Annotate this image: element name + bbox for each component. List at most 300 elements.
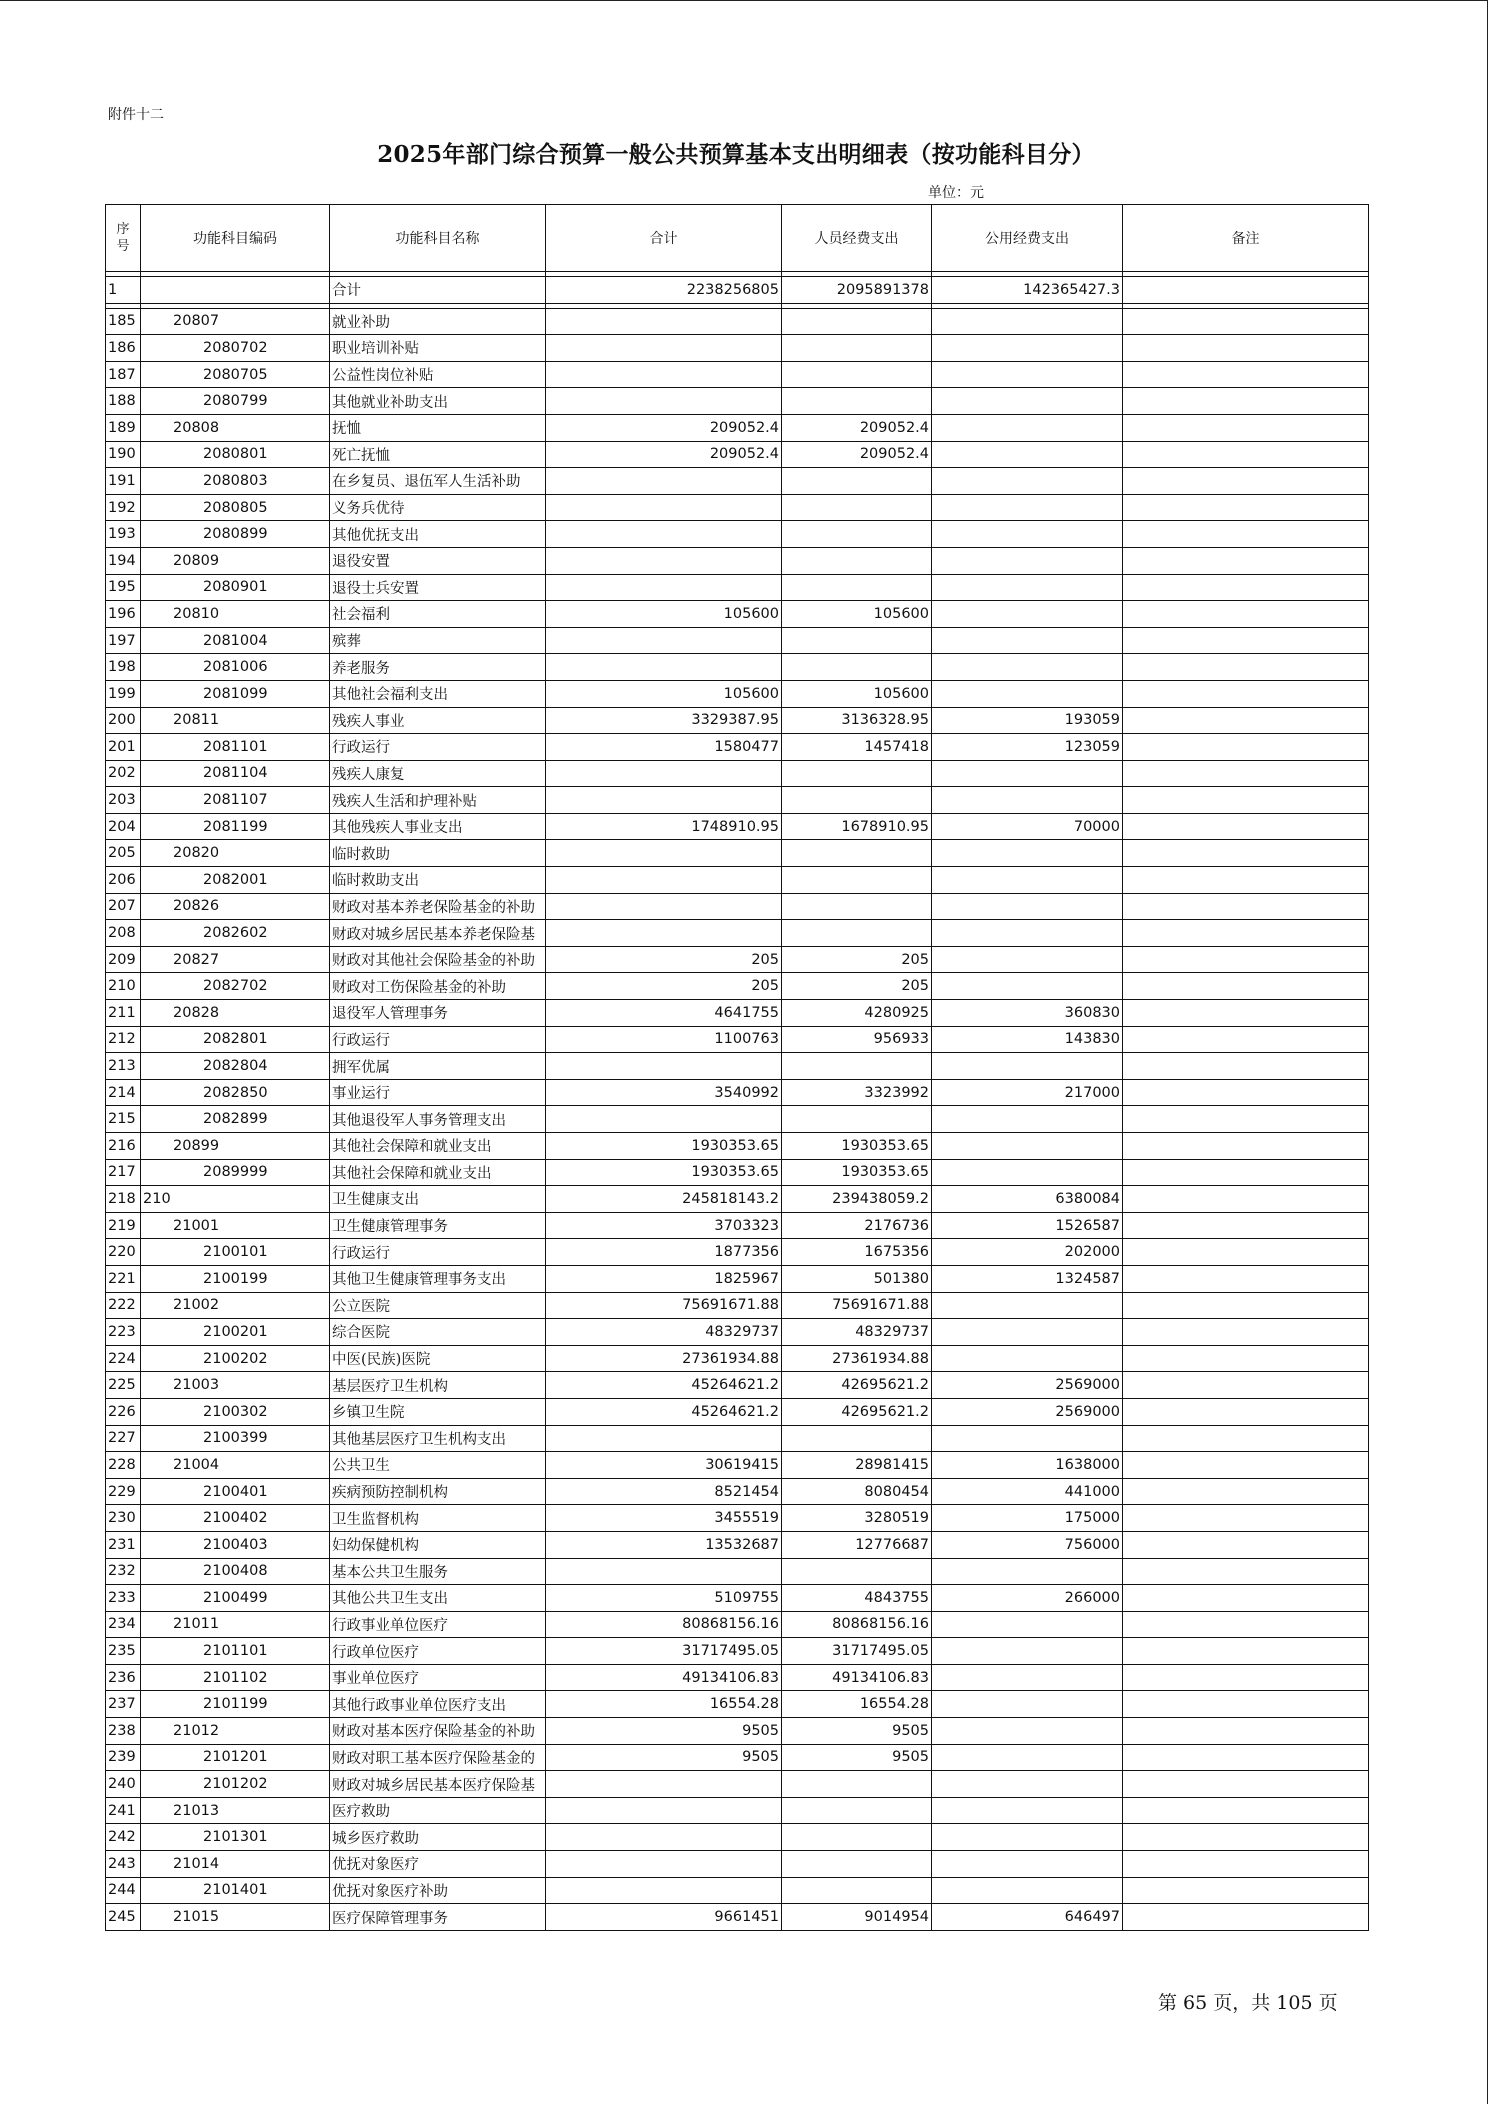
cell-code: 2100401	[141, 1478, 330, 1505]
cell-public	[932, 920, 1123, 947]
cell-code: 2082001	[141, 867, 330, 894]
table-row	[106, 1053, 1369, 1080]
cell-name: 行政事业单位医疗	[330, 1611, 546, 1638]
table-row	[106, 1904, 1369, 1931]
cell-remark	[1123, 1531, 1369, 1558]
cell-remark	[1123, 707, 1369, 734]
cell-total: 3703323	[546, 1212, 782, 1239]
cell-public	[932, 388, 1123, 415]
cell-personnel: 205	[782, 973, 932, 1000]
cell-seq: 217	[106, 1159, 141, 1186]
cell-remark	[1123, 1106, 1369, 1133]
cell-personnel: 75691671.88	[782, 1292, 932, 1319]
cell-remark	[1123, 441, 1369, 468]
cell-personnel: 4280925	[782, 1000, 932, 1027]
cell-name: 基本公共卫生服务	[330, 1558, 546, 1585]
cell-seq: 235	[106, 1638, 141, 1665]
cell-name: 其他就业补助支出	[330, 388, 546, 415]
total-row	[106, 277, 1369, 304]
table-row	[106, 973, 1369, 1000]
header-code: 功能科目编码	[141, 205, 330, 272]
table-row	[106, 760, 1369, 787]
cell-remark	[1123, 1239, 1369, 1266]
cell-public: 1324587	[932, 1265, 1123, 1292]
cell-personnel: 3136328.95	[782, 707, 932, 734]
table-row	[106, 1478, 1369, 1505]
cell-total: 31717495.05	[546, 1638, 782, 1665]
cell-remark	[1123, 1585, 1369, 1612]
cell-personnel	[782, 1824, 932, 1851]
cell-seq: 204	[106, 813, 141, 840]
cell-seq: 221	[106, 1265, 141, 1292]
cell-code: 2100408	[141, 1558, 330, 1585]
cell-public: 193059	[932, 707, 1123, 734]
table-row	[106, 1319, 1369, 1346]
cell-public	[932, 1877, 1123, 1904]
cell-total	[546, 521, 782, 548]
cell-remark	[1123, 1824, 1369, 1851]
page-footer: 第 65 页，共 105 页	[1158, 1992, 1338, 2014]
cell-seq: 213	[106, 1053, 141, 1080]
cell-total	[546, 574, 782, 601]
cell-total: 9505	[546, 1718, 782, 1745]
cell-code: 20826	[141, 893, 330, 920]
cell-name: 其他优抚支出	[330, 521, 546, 548]
cell-seq: 211	[106, 1000, 141, 1027]
table-row	[106, 1425, 1369, 1452]
cell-personnel	[782, 840, 932, 867]
cell-personnel: 2095891378	[782, 277, 932, 304]
cell-total	[546, 1053, 782, 1080]
cell-remark	[1123, 1398, 1369, 1425]
cell-total: 3540992	[546, 1079, 782, 1106]
table-row	[106, 1026, 1369, 1053]
cell-name: 医疗保障管理事务	[330, 1904, 546, 1931]
budget-table	[105, 204, 1369, 1931]
cell-personnel	[782, 654, 932, 681]
table-row	[106, 867, 1369, 894]
cell-seq: 237	[106, 1691, 141, 1718]
cell-code: 21015	[141, 1904, 330, 1931]
cell-total: 105600	[546, 601, 782, 628]
cell-total	[546, 760, 782, 787]
cell-personnel: 3323992	[782, 1079, 932, 1106]
cell-total	[546, 1824, 782, 1851]
cell-total: 4641755	[546, 1000, 782, 1027]
cell-seq: 199	[106, 680, 141, 707]
cell-seq: 198	[106, 654, 141, 681]
cell-personnel: 501380	[782, 1265, 932, 1292]
cell-remark	[1123, 388, 1369, 415]
cell-remark	[1123, 946, 1369, 973]
cell-personnel	[782, 521, 932, 548]
cell-public: 646497	[932, 1904, 1123, 1931]
cell-name: 行政运行	[330, 1026, 546, 1053]
cell-personnel: 42695621.2	[782, 1398, 932, 1425]
cell-personnel: 239438059.2	[782, 1186, 932, 1213]
cell-code: 2080799	[141, 388, 330, 415]
cell-remark	[1123, 1265, 1369, 1292]
cell-name: 财政对其他社会保险基金的补助	[330, 946, 546, 973]
cell-public	[932, 1691, 1123, 1718]
cell-seq: 207	[106, 893, 141, 920]
cell-total	[546, 1771, 782, 1798]
cell-total: 205	[546, 973, 782, 1000]
cell-seq: 216	[106, 1133, 141, 1160]
cell-seq: 190	[106, 441, 141, 468]
cell-personnel	[782, 893, 932, 920]
cell-total: 80868156.16	[546, 1611, 782, 1638]
cell-seq: 208	[106, 920, 141, 947]
cell-remark	[1123, 1797, 1369, 1824]
cell-code: 2080705	[141, 361, 330, 388]
cell-public: 70000	[932, 813, 1123, 840]
cell-name: 行政运行	[330, 1239, 546, 1266]
cell-total: 45264621.2	[546, 1398, 782, 1425]
table-row	[106, 654, 1369, 681]
table-row	[106, 1345, 1369, 1372]
cell-seq: 197	[106, 627, 141, 654]
cell-name: 疾病预防控制机构	[330, 1478, 546, 1505]
cell-remark	[1123, 1319, 1369, 1346]
table-row	[106, 1239, 1369, 1266]
cell-public: 756000	[932, 1531, 1123, 1558]
table-row	[106, 1079, 1369, 1106]
cell-remark	[1123, 760, 1369, 787]
cell-seq: 189	[106, 414, 141, 441]
cell-personnel	[782, 1053, 932, 1080]
cell-remark	[1123, 1212, 1369, 1239]
cell-seq: 243	[106, 1851, 141, 1878]
cell-remark	[1123, 574, 1369, 601]
cell-personnel	[782, 787, 932, 814]
cell-remark	[1123, 1345, 1369, 1372]
cell-personnel: 209052.4	[782, 414, 932, 441]
cell-total: 209052.4	[546, 441, 782, 468]
cell-remark	[1123, 1771, 1369, 1798]
cell-name: 在乡复员、退伍军人生活补助	[330, 468, 546, 495]
attachment-label: 附件十二	[108, 107, 164, 123]
cell-code: 20808	[141, 414, 330, 441]
cell-name: 财政对城乡居民基本医疗保险基	[330, 1771, 546, 1798]
cell-code: 2082801	[141, 1026, 330, 1053]
cell-code: 21004	[141, 1452, 330, 1479]
cell-code: 2082804	[141, 1053, 330, 1080]
cell-total	[546, 335, 782, 362]
cell-seq: 187	[106, 361, 141, 388]
cell-total	[546, 867, 782, 894]
cell-name: 中医(民族)医院	[330, 1345, 546, 1372]
cell-personnel: 42695621.2	[782, 1372, 932, 1399]
table-row	[106, 441, 1369, 468]
cell-total: 1748910.95	[546, 813, 782, 840]
cell-code: 21003	[141, 1372, 330, 1399]
cell-public	[932, 1664, 1123, 1691]
cell-remark	[1123, 813, 1369, 840]
cell-code: 21013	[141, 1797, 330, 1824]
cell-name: 职业培训补贴	[330, 335, 546, 362]
cell-remark	[1123, 1372, 1369, 1399]
cell-name: 优抚对象医疗补助	[330, 1877, 546, 1904]
cell-name: 财政对职工基本医疗保险基金的	[330, 1744, 546, 1771]
cell-seq: 200	[106, 707, 141, 734]
cell-total: 8521454	[546, 1478, 782, 1505]
cell-name: 其他行政事业单位医疗支出	[330, 1691, 546, 1718]
table-row	[106, 414, 1369, 441]
cell-code: 20810	[141, 601, 330, 628]
cell-personnel	[782, 867, 932, 894]
cell-total: 27361934.88	[546, 1345, 782, 1372]
cell-public: 142365427.3	[932, 277, 1123, 304]
cell-public	[932, 1558, 1123, 1585]
cell-public	[932, 1292, 1123, 1319]
cell-personnel: 31717495.05	[782, 1638, 932, 1665]
cell-total	[546, 920, 782, 947]
cell-personnel	[782, 335, 932, 362]
cell-name: 公立医院	[330, 1292, 546, 1319]
cell-total	[546, 547, 782, 574]
cell-remark	[1123, 1904, 1369, 1931]
cell-personnel	[782, 388, 932, 415]
cell-seq: 219	[106, 1212, 141, 1239]
cell-code	[141, 277, 330, 304]
cell-code: 2081199	[141, 813, 330, 840]
table-row	[106, 1611, 1369, 1638]
cell-code: 20811	[141, 707, 330, 734]
cell-total: 1825967	[546, 1265, 782, 1292]
cell-remark	[1123, 734, 1369, 761]
cell-seq: 215	[106, 1106, 141, 1133]
table-row	[106, 1691, 1369, 1718]
cell-code: 2082702	[141, 973, 330, 1000]
cell-personnel	[782, 494, 932, 521]
cell-personnel: 2176736	[782, 1212, 932, 1239]
cell-personnel	[782, 1425, 932, 1452]
cell-public	[932, 680, 1123, 707]
cell-code: 21001	[141, 1212, 330, 1239]
cell-remark	[1123, 1026, 1369, 1053]
cell-public	[932, 1106, 1123, 1133]
cell-name: 退役安置	[330, 547, 546, 574]
cell-seq: 202	[106, 760, 141, 787]
cell-name: 临时救助支出	[330, 867, 546, 894]
cell-remark	[1123, 521, 1369, 548]
cell-public: 175000	[932, 1505, 1123, 1532]
cell-total: 245818143.2	[546, 1186, 782, 1213]
cell-code: 2080702	[141, 335, 330, 362]
cell-remark	[1123, 973, 1369, 1000]
cell-public: 441000	[932, 1478, 1123, 1505]
cell-total	[546, 308, 782, 335]
cell-total: 45264621.2	[546, 1372, 782, 1399]
cell-public	[932, 521, 1123, 548]
cell-personnel: 27361934.88	[782, 1345, 932, 1372]
cell-personnel: 48329737	[782, 1319, 932, 1346]
table-row	[106, 1265, 1369, 1292]
cell-personnel: 8080454	[782, 1478, 932, 1505]
cell-code: 2089999	[141, 1159, 330, 1186]
table-row	[106, 1531, 1369, 1558]
cell-seq: 227	[106, 1425, 141, 1452]
cell-public	[932, 627, 1123, 654]
cell-personnel: 956933	[782, 1026, 932, 1053]
cell-seq: 223	[106, 1319, 141, 1346]
cell-seq: 238	[106, 1718, 141, 1745]
cell-seq: 196	[106, 601, 141, 628]
cell-remark	[1123, 1478, 1369, 1505]
table-row	[106, 521, 1369, 548]
cell-name: 义务兵优待	[330, 494, 546, 521]
cell-seq: 203	[106, 787, 141, 814]
cell-personnel	[782, 1851, 932, 1878]
cell-code: 2080801	[141, 441, 330, 468]
cell-code: 2081101	[141, 734, 330, 761]
table-row	[106, 1877, 1369, 1904]
cell-code: 2082899	[141, 1106, 330, 1133]
cell-code: 2080901	[141, 574, 330, 601]
cell-name: 合计	[330, 277, 546, 304]
cell-total: 49134106.83	[546, 1664, 782, 1691]
cell-total: 48329737	[546, 1319, 782, 1346]
cell-code: 2100202	[141, 1345, 330, 1372]
cell-public	[932, 787, 1123, 814]
table-row	[106, 1718, 1369, 1745]
cell-seq: 222	[106, 1292, 141, 1319]
cell-code: 21012	[141, 1718, 330, 1745]
cell-remark	[1123, 1691, 1369, 1718]
cell-personnel: 1457418	[782, 734, 932, 761]
cell-public: 1638000	[932, 1452, 1123, 1479]
cell-code: 2100499	[141, 1585, 330, 1612]
cell-public	[932, 1851, 1123, 1878]
cell-seq: 1	[106, 277, 141, 304]
cell-total: 30619415	[546, 1452, 782, 1479]
cell-remark	[1123, 654, 1369, 681]
cell-name: 公共卫生	[330, 1452, 546, 1479]
cell-total: 205	[546, 946, 782, 973]
cell-public: 217000	[932, 1079, 1123, 1106]
cell-remark	[1123, 361, 1369, 388]
cell-total: 105600	[546, 680, 782, 707]
table-row	[106, 1159, 1369, 1186]
cell-personnel	[782, 1106, 932, 1133]
cell-name: 社会福利	[330, 601, 546, 628]
cell-remark	[1123, 601, 1369, 628]
cell-public	[932, 308, 1123, 335]
table-row	[106, 1505, 1369, 1532]
cell-code: 2080899	[141, 521, 330, 548]
cell-personnel: 205	[782, 946, 932, 973]
cell-public	[932, 361, 1123, 388]
cell-name: 乡镇卫生院	[330, 1398, 546, 1425]
cell-personnel	[782, 1771, 932, 1798]
cell-total	[546, 787, 782, 814]
cell-code: 2081004	[141, 627, 330, 654]
cell-public	[932, 414, 1123, 441]
cell-remark	[1123, 1133, 1369, 1160]
cell-total	[546, 1425, 782, 1452]
cell-name: 就业补助	[330, 308, 546, 335]
cell-remark	[1123, 1425, 1369, 1452]
cell-personnel: 9505	[782, 1718, 932, 1745]
cell-seq: 245	[106, 1904, 141, 1931]
cell-personnel: 28981415	[782, 1452, 932, 1479]
table-row	[106, 1292, 1369, 1319]
cell-seq: 226	[106, 1398, 141, 1425]
cell-public: 266000	[932, 1585, 1123, 1612]
cell-public: 1526587	[932, 1212, 1123, 1239]
cell-total	[546, 1797, 782, 1824]
cell-name: 优抚对象医疗	[330, 1851, 546, 1878]
cell-remark	[1123, 1611, 1369, 1638]
cell-name: 抚恤	[330, 414, 546, 441]
cell-total	[546, 361, 782, 388]
cell-code: 20827	[141, 946, 330, 973]
cell-seq: 186	[106, 335, 141, 362]
cell-name: 卫生监督机构	[330, 1505, 546, 1532]
cell-seq: 212	[106, 1026, 141, 1053]
cell-total	[546, 1558, 782, 1585]
cell-public	[932, 1159, 1123, 1186]
cell-remark	[1123, 1664, 1369, 1691]
table-row	[106, 707, 1369, 734]
cell-public	[932, 547, 1123, 574]
cell-name: 行政运行	[330, 734, 546, 761]
table-row	[106, 361, 1369, 388]
cell-code: 210	[141, 1186, 330, 1213]
cell-name: 其他残疾人事业支出	[330, 813, 546, 840]
cell-name: 死亡抚恤	[330, 441, 546, 468]
cell-name: 行政单位医疗	[330, 1638, 546, 1665]
cell-remark	[1123, 893, 1369, 920]
cell-total: 1930353.65	[546, 1133, 782, 1160]
cell-code: 2100201	[141, 1319, 330, 1346]
cell-code: 2080805	[141, 494, 330, 521]
table-row	[106, 1744, 1369, 1771]
cell-public: 2569000	[932, 1398, 1123, 1425]
cell-public	[932, 1744, 1123, 1771]
cell-personnel: 80868156.16	[782, 1611, 932, 1638]
table-row	[106, 468, 1369, 495]
cell-code: 20828	[141, 1000, 330, 1027]
cell-total: 1580477	[546, 734, 782, 761]
cell-personnel	[782, 1877, 932, 1904]
cell-remark	[1123, 787, 1369, 814]
cell-personnel: 105600	[782, 601, 932, 628]
header-personnel: 人员经费支出	[782, 205, 932, 272]
header-public: 公用经费支出	[932, 205, 1123, 272]
cell-public	[932, 601, 1123, 628]
cell-name: 卫生健康管理事务	[330, 1212, 546, 1239]
cell-code: 21002	[141, 1292, 330, 1319]
cell-code: 20807	[141, 308, 330, 335]
table-row	[106, 840, 1369, 867]
cell-public	[932, 1611, 1123, 1638]
cell-seq: 224	[106, 1345, 141, 1372]
cell-seq: 228	[106, 1452, 141, 1479]
cell-name: 城乡医疗救助	[330, 1824, 546, 1851]
cell-remark	[1123, 1186, 1369, 1213]
cell-seq: 233	[106, 1585, 141, 1612]
cell-public	[932, 574, 1123, 601]
cell-seq: 193	[106, 521, 141, 548]
cell-code: 2081006	[141, 654, 330, 681]
cell-total	[546, 893, 782, 920]
table-row	[106, 680, 1369, 707]
cell-public	[932, 1425, 1123, 1452]
cell-code: 20809	[141, 547, 330, 574]
cell-total: 3329387.95	[546, 707, 782, 734]
